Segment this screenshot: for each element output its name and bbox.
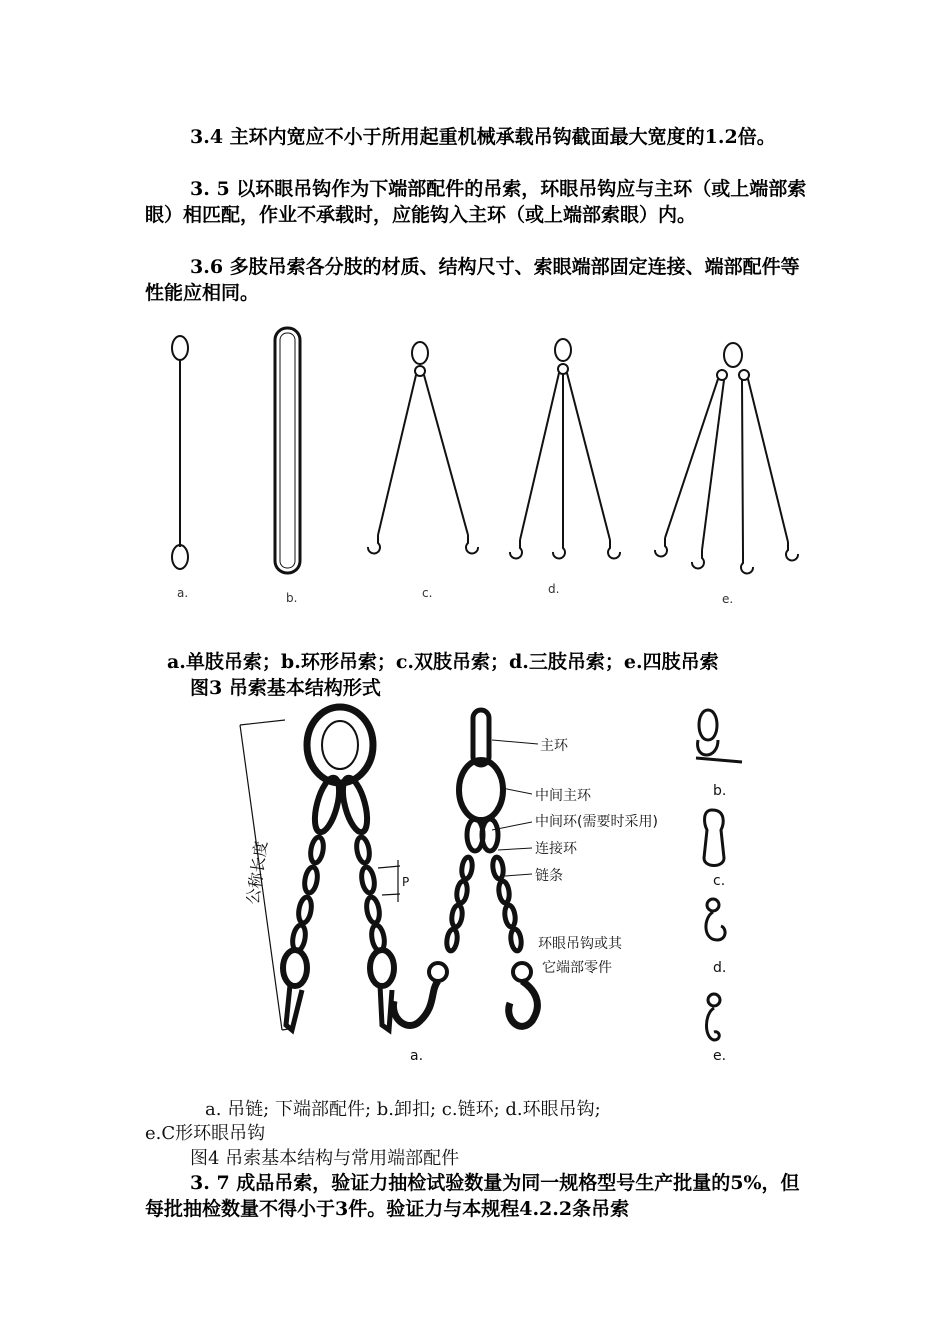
callout-connecting-ring: 连接环 — [535, 841, 577, 857]
figure-3-caption: 图3 吊索基本结构形式 — [190, 677, 381, 699]
callout-middle-main-ring: 中间主环 — [535, 788, 591, 804]
paragraph-3-5: 3. 5 以环眼吊钩作为下端部配件的吊索，环眼吊钩应与主环（或上端部索眼）相匹配，作业不承载时，应能钩入主环（或上端部索眼）内。 — [145, 178, 807, 226]
endless-sling — [275, 328, 300, 573]
paragraph-3-6: 3.6 多肢吊索各分肢的材质、结构尺寸、索眼端部固定连接、端部配件等性能应相同。 — [145, 256, 800, 304]
fig3-label-a: a. — [177, 586, 189, 600]
fig4-side-label-c: c. — [713, 873, 726, 889]
two-leg-sling — [368, 342, 478, 553]
fig3-label-e: e. — [722, 592, 734, 606]
callout-chain: 链条 — [535, 868, 563, 884]
pitch-label: P — [402, 875, 410, 889]
paragraph-3-4: 3.4 主环内宽应不小于所用起重机械承载吊钩截面最大宽度的1.2倍。 — [190, 126, 776, 148]
single-leg-sling — [172, 336, 188, 569]
figure-4-legend-line2: e.C形环眼吊钩 — [145, 1123, 266, 1144]
figure-3-legend: a.单肢吊索；b.环形吊索；c.双肢吊索；d.三肢吊索；e.四肢吊索 — [167, 651, 719, 673]
figure-4-caption: 图4 吊索基本结构与常用端部配件 — [190, 1148, 460, 1169]
link-fitting — [704, 810, 724, 866]
figure-3-drawing — [150, 295, 820, 615]
fig4-label-a: a. — [410, 1048, 424, 1064]
figure-4-drawing — [220, 700, 780, 1065]
eye-hook-fitting — [706, 899, 725, 940]
figure-4-legend-line1: a. 吊链; 下端部配件; b.卸扣; c.链环; d.环眼吊钩; — [205, 1099, 601, 1120]
left-chain-sling — [283, 707, 394, 1030]
four-leg-sling — [655, 343, 798, 573]
three-leg-sling — [510, 339, 620, 558]
shackle-fitting — [696, 710, 742, 762]
paragraph-3-7: 3. 7 成品吊索，验证力抽检试验数量为同一规格型号生产批量的5%，但每批抽检数量不得小于3件。验证力与本规程4.2.2条吊索 — [145, 1172, 800, 1220]
fig4-side-label-d: d. — [713, 960, 727, 976]
fig3-label-c: c. — [422, 586, 433, 600]
pitch-marker — [378, 860, 400, 902]
fig3-label-d: d. — [548, 582, 560, 596]
fig3-label-b: b. — [286, 591, 298, 605]
callout-hook-line2: 它端部零件 — [542, 960, 612, 976]
nominal-length-label: 公称长度 — [243, 839, 271, 906]
c-eye-hook-fitting — [707, 994, 721, 1040]
callout-hook-line1: 环眼吊钩或其 — [538, 936, 622, 952]
fig4-side-label-b: b. — [713, 783, 727, 799]
right-chain-sling — [393, 710, 537, 1026]
fig4-side-label-e: e. — [713, 1048, 727, 1064]
callout-middle-ring: 中间环(需要时采用) — [535, 814, 658, 830]
callout-main-ring: 主环 — [540, 738, 568, 754]
